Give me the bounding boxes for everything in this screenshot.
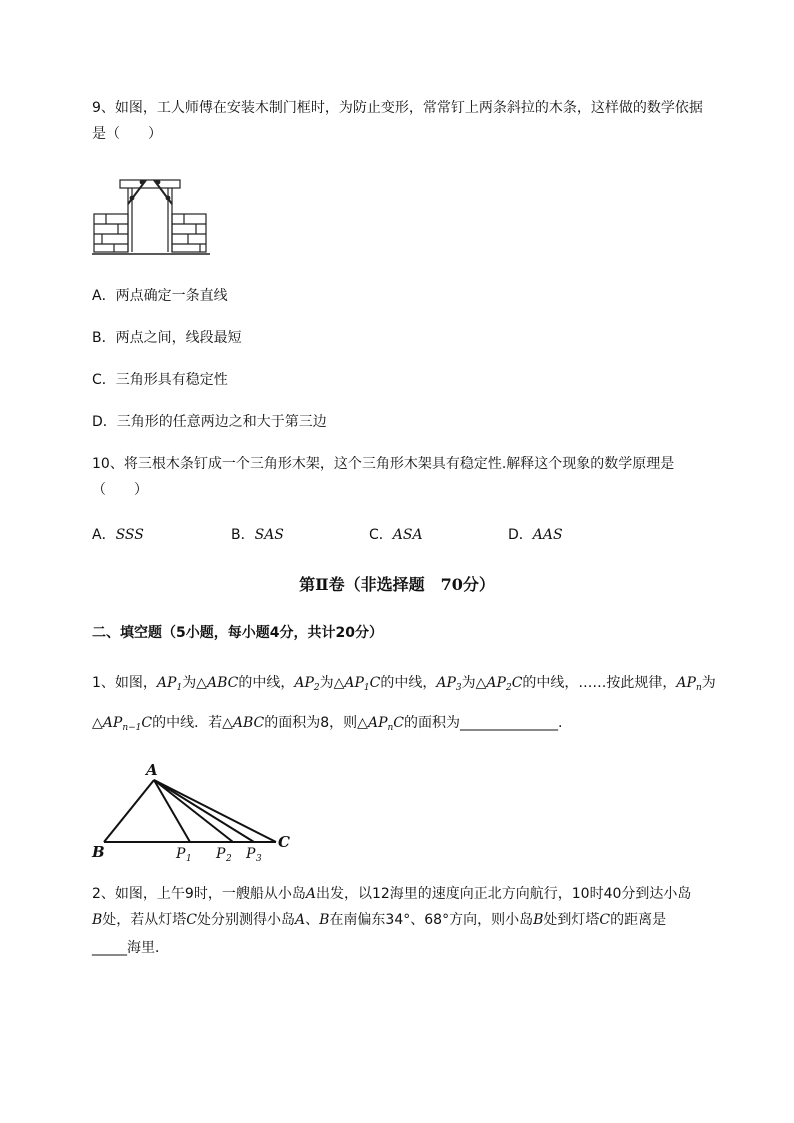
label-c: C (278, 833, 290, 851)
median-ap2 (154, 780, 233, 842)
section-title: 第Ⅱ卷（非选择题 70分） (299, 575, 495, 594)
q9-option-c: C．三角形具有稳定性 (92, 372, 228, 388)
fill2-stem-line2: B处，若从灯塔C处分别测得小岛A、B在南偏东34°、68°方向，则小岛B处到灯塔C的距离是 (92, 912, 667, 928)
q9-option-a: A．两点确定一条直线 (92, 288, 228, 304)
label-a: A (146, 761, 158, 779)
q10-option-d: D．AAS (508, 527, 563, 543)
label-p3-sub: 3 (256, 854, 262, 864)
q10-options (92, 524, 652, 544)
label-b: B (92, 843, 105, 861)
label-p1: P (176, 846, 186, 862)
median-ap3 (154, 780, 254, 842)
triangle-median-figure (88, 758, 298, 864)
label-p2-sub: 2 (226, 854, 232, 864)
q10-option-c: C．ASA (369, 527, 423, 543)
side-ab (104, 780, 154, 842)
door-frame-figure (92, 170, 210, 258)
label-p1-sub: 1 (186, 854, 192, 864)
q9-option-b: B．两点之间，线段最短 (92, 330, 242, 346)
q10-option-b: B．SAS (231, 527, 284, 543)
q9-option-d: D．三角形的任意两边之和大于第三边 (92, 414, 327, 430)
fill2-stem-line1: 2、如图，上午9时，一艘船从小岛A出发，以12海里的速度向正北方向航行，10时40分到达小岛 (92, 886, 692, 902)
label-p2: P (216, 846, 226, 862)
fill1-stem-line2: $\triangle AP_{n-1}C$的中线．若△ABC的面积为8，则$\triangle AP_nC$的面积为______________. (92, 715, 563, 733)
label-p3: P (246, 846, 256, 862)
q10-stem-line1: 10、将三根木条钉成一个三角形木架，这个三角形木架具有稳定性.解释这个现象的数学原理是 (92, 456, 675, 472)
q10-option-a: A．SSS (92, 527, 144, 543)
q9-stem-line2: 是（ ） (92, 126, 162, 142)
part-title: 二、填空题（5小题，每小题4分，共计20分） (92, 625, 383, 641)
fill1-stem-line1: 1、如图，$AP_1$为△ABC的中线，$AP_2$为$\triangle AP_1C$的中线，$AP_3$为$\triangle AP_2C$的中线，……按此规律，$AP_n$为 (92, 675, 716, 693)
fill2-stem-line3: _____海里． (92, 940, 169, 956)
q10-stem-line2: （ ） (92, 482, 148, 498)
q9-stem-line1: 9、如图，工人师傅在安装木制门框时，为防止变形，常常钉上两条斜拉的木条，这样做的数学依据 (92, 100, 703, 116)
